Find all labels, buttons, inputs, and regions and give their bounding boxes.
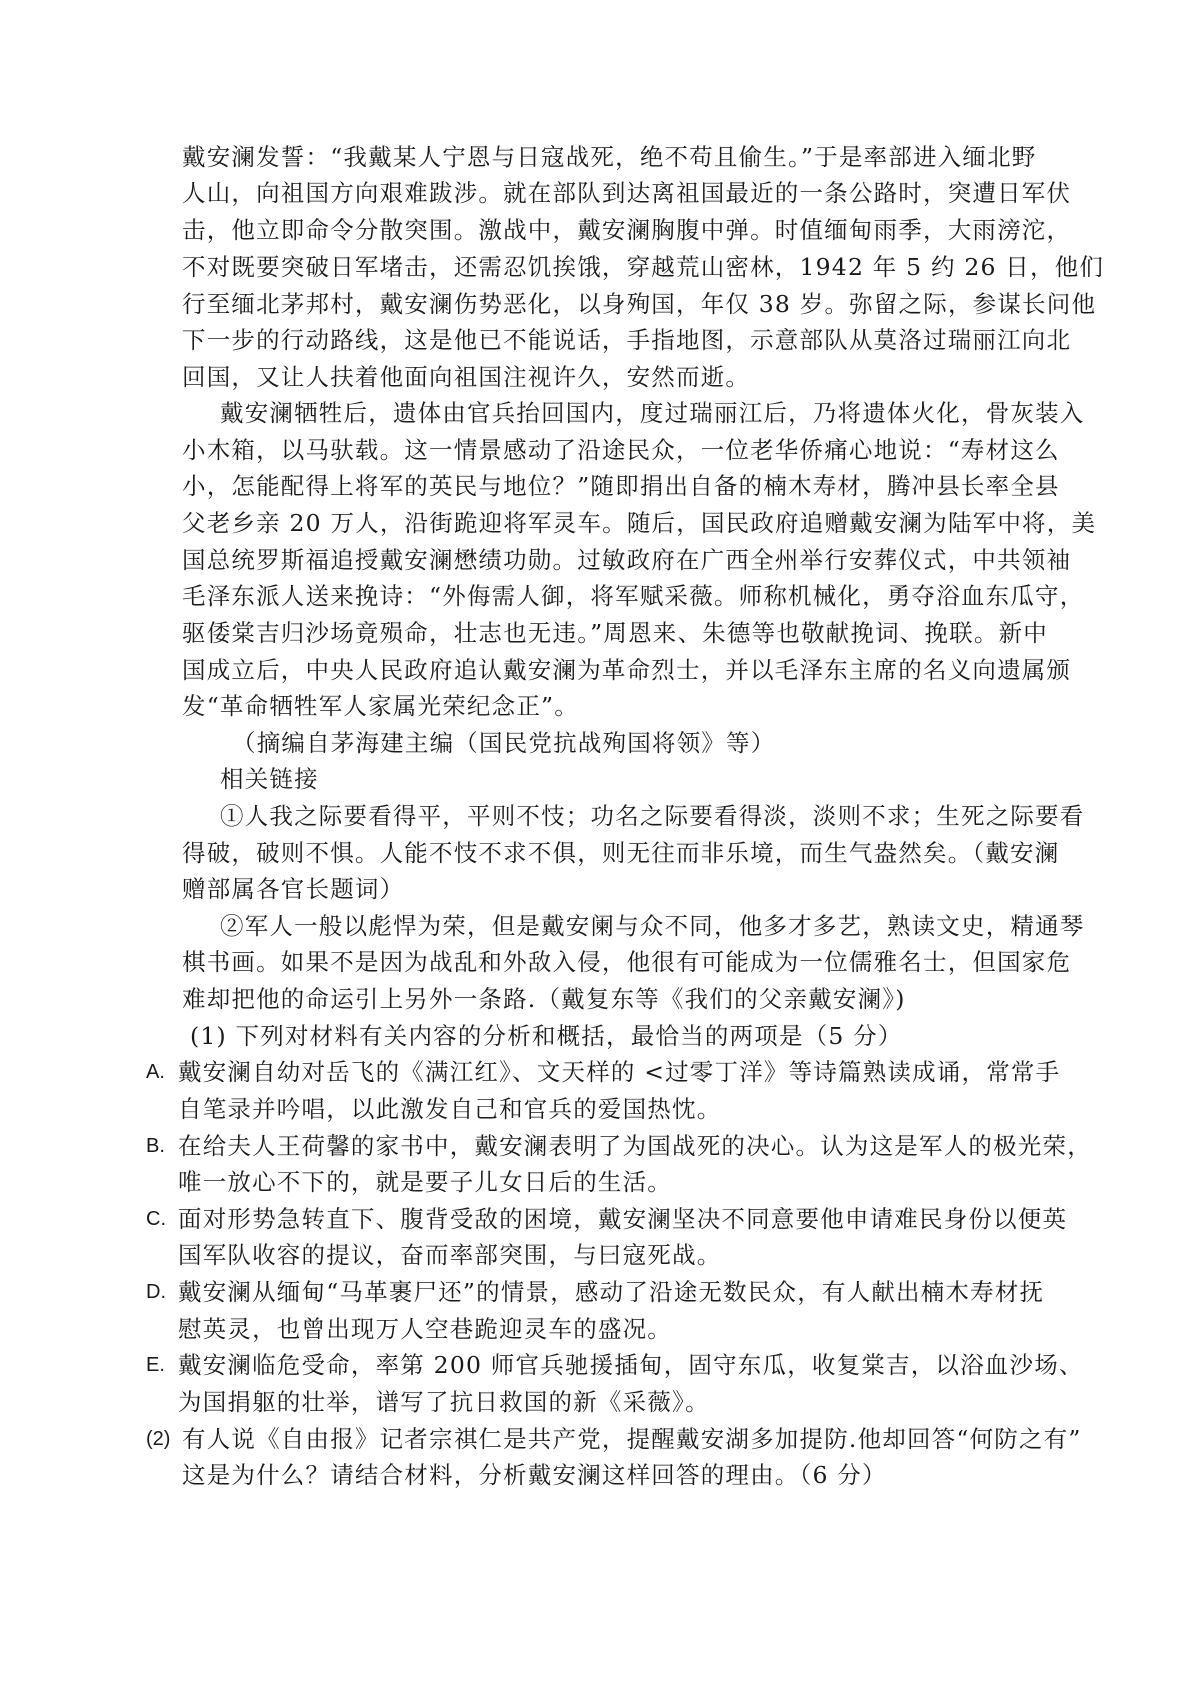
p2-line: 小，怎能配得上将军的英民与地位？”随即捐出自备的楠木寿材，腾冲县长率全县 [182, 472, 1060, 500]
p2-line: 国成立后，中央人民政府追认戴安澜为革命烈士，并以毛泽东主席的名义向遗属颁 [182, 656, 1072, 684]
option-e-line: 为国捐躯的壮举，谱写了抗日救国的新《采薇》。 [178, 1388, 710, 1416]
related-heading: 相关链接 [220, 765, 319, 793]
option-b-line: 在给夫人王荷馨的家书中，戴安澜表明了为国战死的决心。认为这是军人的极光荣， [178, 1132, 1092, 1160]
option-c-line: 国军队收容的提议，奋而率部突围，与曰寇死战。 [178, 1241, 722, 1269]
related-item-2-line: 棋书画。如果不是因为战乱和外敌入侵，他很有可能成为一位儒雅名士，但国家危 [182, 948, 1072, 976]
p2-line: 戴安澜牺牲后，遗体由官兵抬回国内，度过瑞丽江后，乃将遗体火化，骨灰装入 [220, 399, 1085, 427]
option-d-letter: D. [146, 1281, 166, 1303]
related-item-1-line: 赠部属各官长题词） [182, 875, 405, 903]
source-citation: （摘编自茅海建主编（国民党抗战殉国将领》等） [232, 729, 776, 757]
option-e-line: 戴安澜临危受命，率第 200 师官兵驰援插甸，固守东瓜，收复棠吉，以浴血沙场、 [178, 1351, 1084, 1379]
option-c-line: 面对形势急转直下、腹背受敌的困境，戴安澜坚决不同意要他申请难民身份以便英 [178, 1205, 1068, 1233]
p2-line: 小木箱，以马驮载。这一情景感动了沿途民众，一位老华侨痛心地说：“寿材这么 [182, 436, 1060, 464]
p2-line: 驱倭棠吉归沙场竟殒命，壮志也无违。”周恩来、朱德等也敬献挽词、挽联。新中 [182, 619, 1048, 647]
option-a-line: 自笔录并吟唱，以此激发自己和官兵的爱国热忱。 [178, 1095, 722, 1123]
question-2-line: 这是为什么？请结合材料，分析戴安澜这样回答的理由。（6 分） [182, 1461, 887, 1489]
question-1-stem: (1) 下列对材料有关内容的分析和概括，最恰当的两项是（5 分） [190, 1022, 903, 1050]
related-item-1-line: ①人我之际要看得平，平则不忮；功名之际要看得淡，淡则不求；生死之际要看 [220, 802, 1085, 830]
related-item-2-line: 难却把他的命运引上另外一条路.（戴复东等《我们的父亲戴安澜》) [182, 985, 906, 1013]
p2-line: 毛泽东派人送来挽诗：“外侮需人御，将军赋采薇。师称机械化，勇夺浴血东瓜守， [182, 582, 1085, 610]
p1-line: 人山，向祖国方向艰难跋涉。就在部队到达离祖国最近的一条公路时，突遭日军伏 [182, 179, 1072, 207]
option-d-line: 慰英灵，也曾出现万人空巷跪迎灵车的盛况。 [178, 1315, 672, 1343]
p2-line: 国总统罗斯福追授戴安澜懋绩功勋。过敏政府在广西全州举行安葬仪式，中共领袖 [182, 546, 1072, 574]
p1-line: 击，他立即命令分散突围。激战中，戴安澜胸腹中弹。时值缅甸雨季，大雨滂沱， [182, 216, 1072, 244]
option-b-letter: B. [146, 1135, 165, 1157]
option-c-letter: C. [146, 1208, 166, 1230]
option-a-line: 戴安澜自幼对岳飞的《满江红》、文天样的 <过零丁洋》等诗篇熟读成诵，常常手 [178, 1058, 1061, 1086]
p1-line: 戴安澜发誓：“我戴某人宁恩与日寇战死，绝不苟且偷生。”于是率部进入缅北野 [182, 143, 1037, 171]
question-2-number: (2) [146, 1428, 171, 1450]
option-b-line: 唯一放心不下的，就是要子儿女日后的生活。 [178, 1168, 672, 1196]
option-a-letter: A. [146, 1061, 165, 1083]
p1-line: 下一步的行动路线，这是他已不能说话，手指地图，示意部队从莫洛过瑞丽江向北 [182, 326, 1072, 354]
p1-line: 不对既要突破日军堵击，还需忍饥挨饿，穿越荒山密林，1942 年 5 约 26 日，他们 [182, 253, 1105, 281]
p1-line: 回国，又让人扶着他面向祖国注视许久，安然而逝。 [182, 363, 751, 391]
p2-line: 父老乡亲 20 万人，沿街跪迎将军灵车。随后，国民政府追赠戴安澜为陆军中将，美 [182, 509, 1097, 537]
p1-line: 行至缅北茅邦村，戴安澜伤势恶化，以身殉国，年仅 38 岁。弥留之际，参谋长问他 [182, 290, 1097, 318]
related-item-2-line: ②军人一般以彪悍为荣，但是戴安阑与众不同，他多才多艺，熟读文史，精通琴 [220, 912, 1085, 940]
p2-line: 发“革命牺牲军人家属光荣纪念正”。 [182, 692, 579, 720]
option-e-letter: E. [146, 1354, 165, 1376]
option-d-line: 戴安澜从缅甸“马革裹尸还”的情景，感动了沿途无数民众，有人献出楠木寿材抚 [178, 1278, 1045, 1306]
question-2-line: 有人说《自由报》记者宗祺仁是共产党，提醒戴安湖多加提防.他却回答“何防之有” [182, 1425, 1082, 1453]
related-item-1-line: 得破，破则不惧。人能不忮不求不俱，则无往而非乐境，而生气盎然矣。（戴安澜 [182, 839, 1060, 867]
